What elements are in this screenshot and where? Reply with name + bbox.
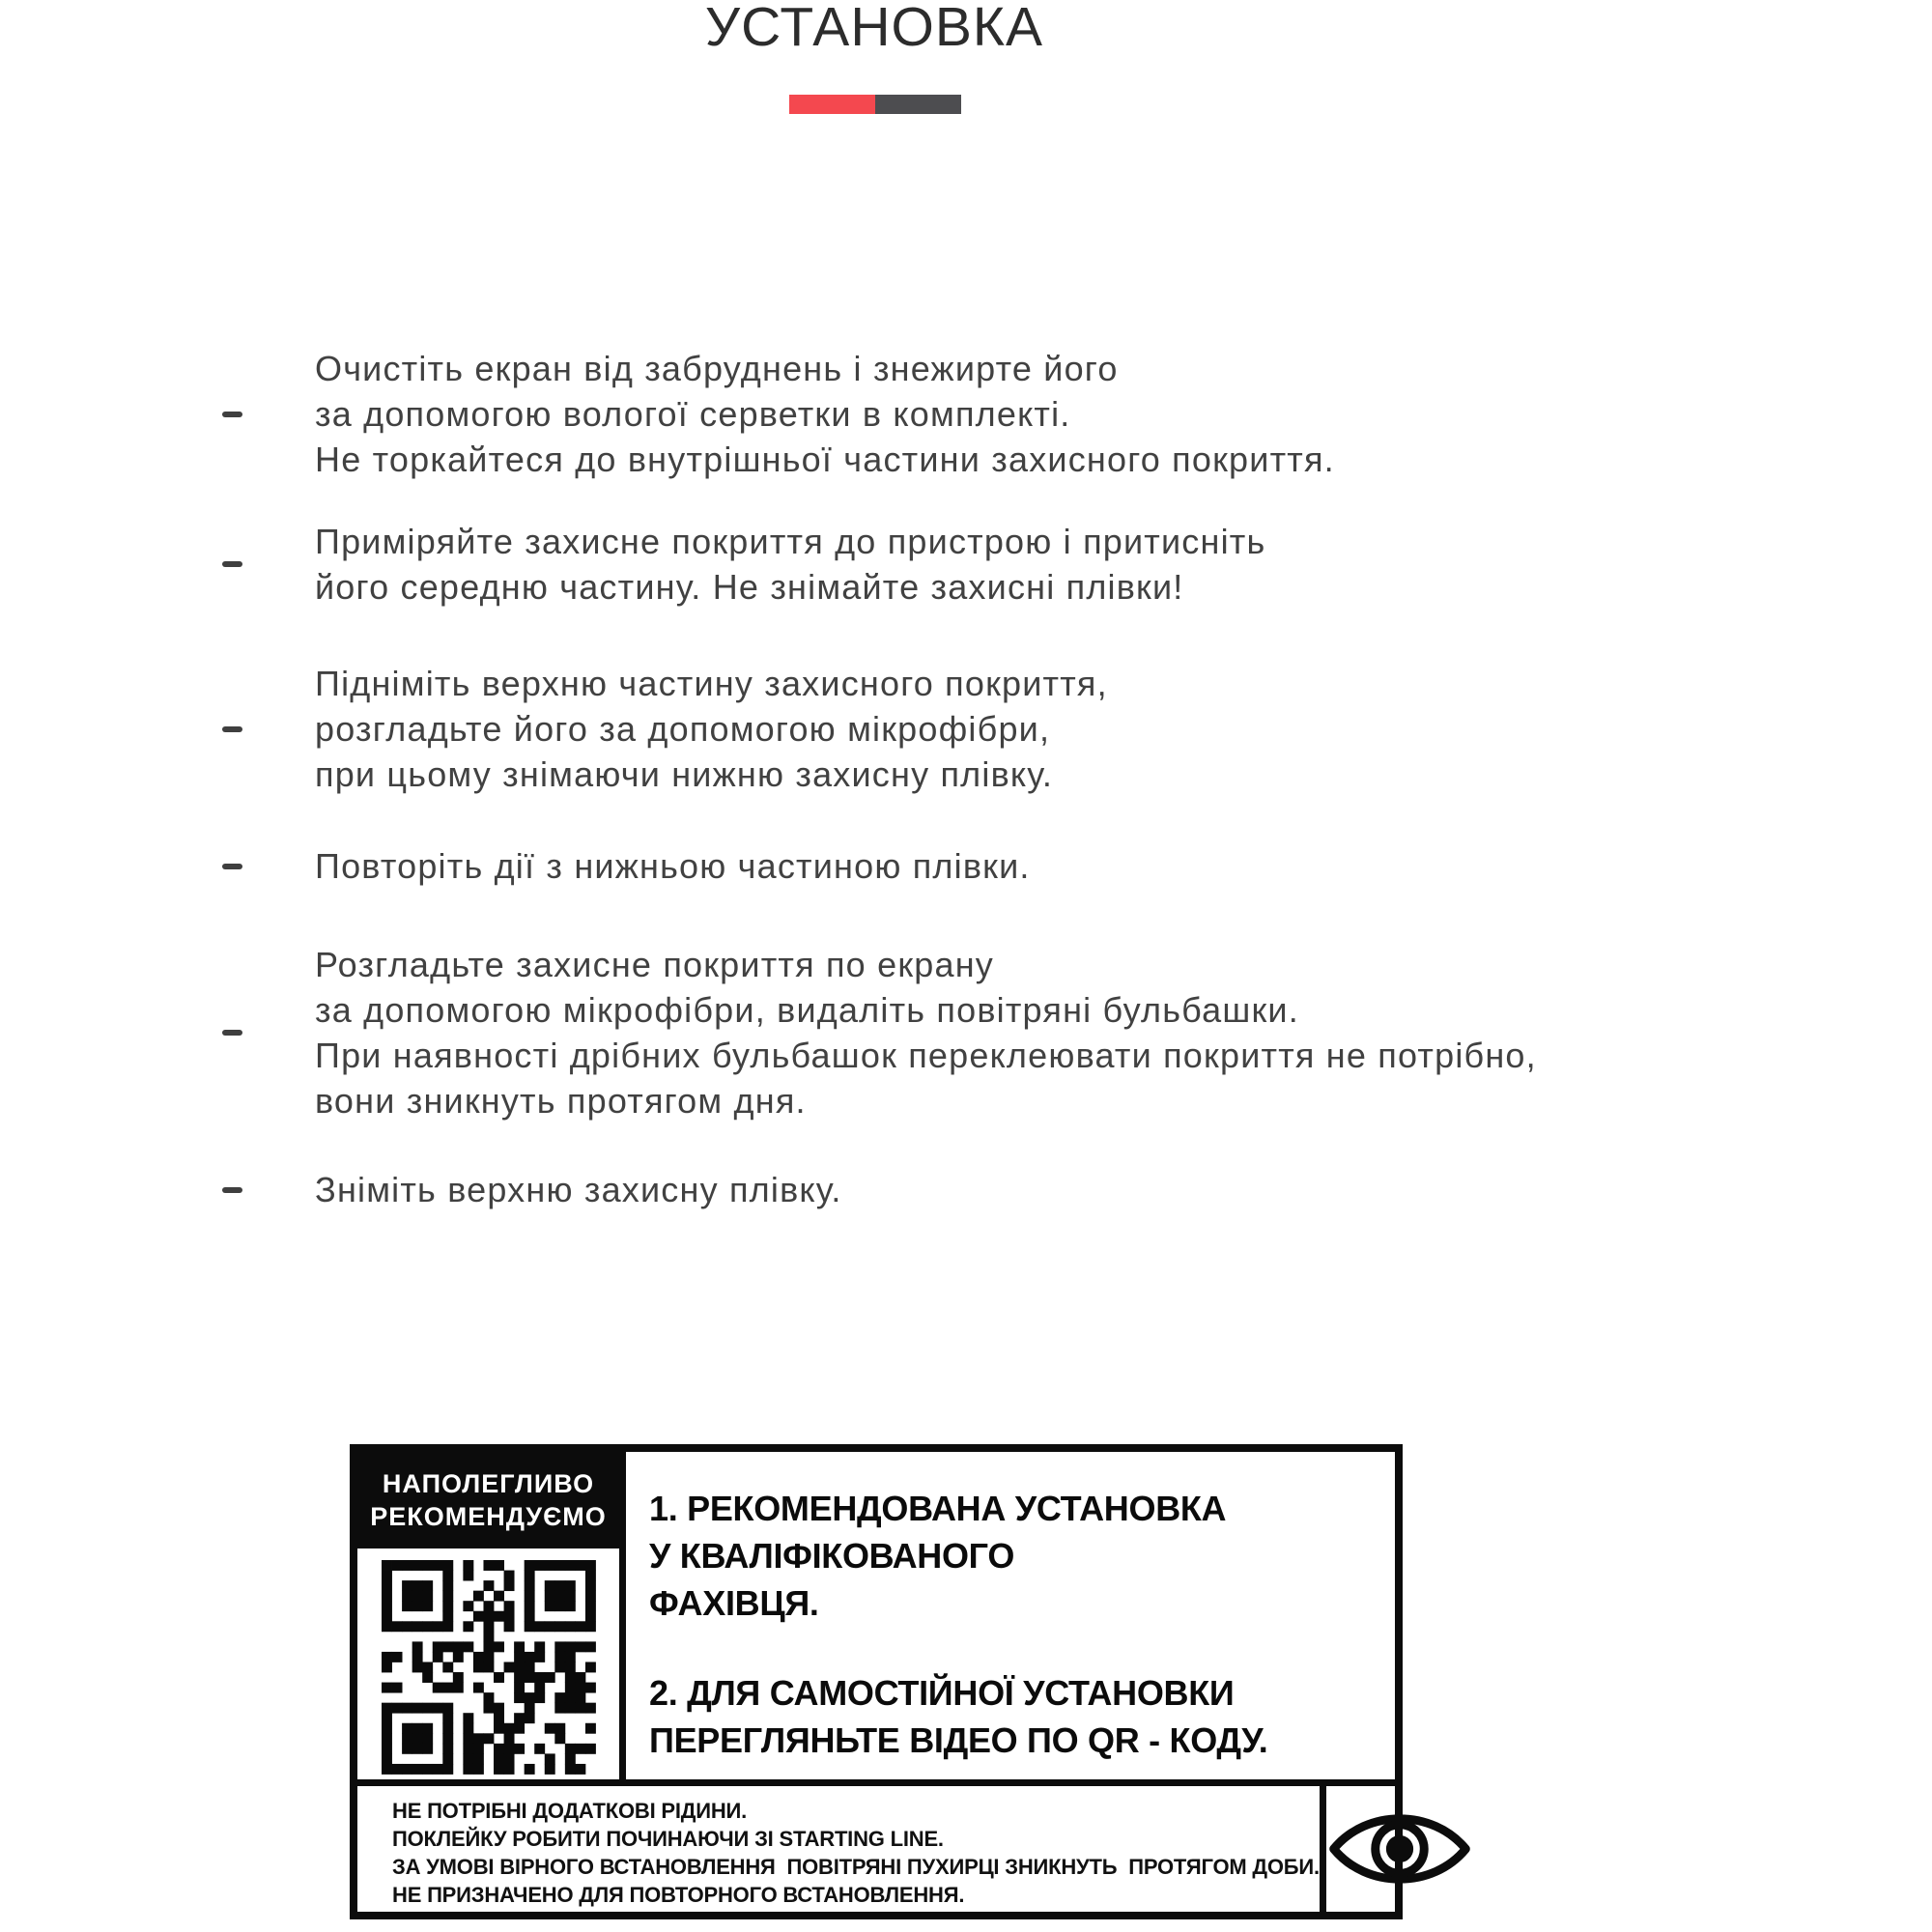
point-line: У КВАЛІФІКОВАНОГО [649, 1536, 1015, 1576]
instruction-line: Очистіть екран від забруднень і знежирте його [315, 349, 1119, 388]
point-line: ФАХІВЦЯ. [649, 1583, 819, 1623]
instruction-line: При наявності дрібних бульбашок переклеювати покриття не потрібно, [315, 1036, 1537, 1075]
qr-code-area [357, 1548, 619, 1779]
instruction-line: за допомогою вологої серветки в комплекті. [315, 394, 1071, 434]
instruction-line: Підніміть верхню частину захисного покриття, [315, 664, 1108, 703]
instruction-line: Приміряйте захисне покриття до пристрою і притисніть [315, 522, 1266, 561]
list-item [222, 942, 1845, 1123]
instruction-line: за допомогою мікрофібри, видаліть повітряні бульбашки. [315, 990, 1299, 1030]
recommendation-box-top [357, 1452, 1395, 1779]
instruction-line: вони зникнуть протягом дня. [315, 1081, 807, 1121]
point-line: 1. РЕКОМЕНДОВАНА УСТАНОВКА [649, 1489, 1227, 1528]
instruction-text [315, 942, 1537, 1123]
recommendation-points [626, 1452, 1395, 1779]
list-item [222, 1167, 1845, 1212]
instruction-line: при цьому знімаючи нижню захисну плівку. [315, 754, 1054, 794]
dash-bullet-icon [222, 412, 242, 417]
instruction-text [315, 1167, 842, 1212]
list-item [222, 346, 1845, 482]
footnote-line: НЕ ПРИЗНАЧЕНО ДЛЯ ПОВТОРНОГО ВСТАНОВЛЕННЯ. [392, 1883, 965, 1907]
header-line: НАПОЛЕГЛИВО [382, 1469, 595, 1498]
footnote-line: ПОКЛЕЙКУ РОБИТИ ПОЧИНАЮЧИ ЗІ STARTING LINE. [392, 1827, 944, 1851]
eye-icon [1327, 1799, 1472, 1899]
divider-red-segment [789, 95, 875, 114]
strongly-recommended-header [357, 1452, 619, 1548]
instruction-line: його середню частину. Не знімайте захисні плівки! [315, 567, 1184, 607]
list-item [222, 661, 1845, 797]
footnotes [357, 1786, 1320, 1912]
instruction-line: Зніміть верхню захисну плівку. [315, 1170, 842, 1209]
list-item [222, 843, 1845, 889]
dash-bullet-icon [222, 726, 242, 732]
instruction-text [315, 661, 1108, 797]
instruction-line: Не торкайтеся до внутрішньої частини захисного покриття. [315, 440, 1335, 479]
instruction-line: Повторіть дії з нижньою частиною плівки. [315, 846, 1031, 886]
instruction-text [315, 843, 1031, 889]
footnote-line: НЕ ПОТРІБНІ ДОДАТКОВІ РІДИНИ. [392, 1799, 748, 1823]
title-divider [789, 95, 961, 114]
instruction-text [315, 519, 1265, 610]
dash-bullet-icon [222, 864, 242, 869]
eye-icon-cell [1320, 1786, 1474, 1912]
recommendation-point [649, 1485, 1385, 1627]
instruction-line: розгладьте його за допомогою мікрофібри, [315, 709, 1051, 749]
point-line: ПЕРЕГЛЯНЬТЕ ВІДЕО ПО QR - КОДУ. [649, 1720, 1268, 1760]
dash-bullet-icon [222, 1030, 242, 1036]
page-title: УСТАНОВКА [704, 0, 1044, 58]
footnote-line: ЗА УМОВІ ВІРНОГО ВСТАНОВЛЕННЯ ПОВІТРЯНІ ПУХИРЦІ ЗНИКНУТЬ ПРОТЯГОМ ДОБИ. [392, 1855, 1320, 1879]
divider-gray-segment [875, 95, 961, 114]
instruction-line: Розгладьте захисне покриття по екрану [315, 945, 994, 984]
recommendation-box-left-column [357, 1452, 626, 1779]
list-item [222, 519, 1845, 610]
header-line: РЕКОМЕНДУЄМО [370, 1502, 607, 1531]
dash-bullet-icon [222, 1187, 242, 1193]
recommendation-point [649, 1669, 1385, 1764]
qr-code-icon [382, 1560, 596, 1775]
dash-bullet-icon [222, 561, 242, 567]
recommendation-box [350, 1444, 1403, 1919]
recommendation-box-footer [357, 1779, 1395, 1912]
point-line: 2. ДЛЯ САМОСТІЙНОЇ УСТАНОВКИ [649, 1673, 1235, 1713]
instruction-text [315, 346, 1335, 482]
